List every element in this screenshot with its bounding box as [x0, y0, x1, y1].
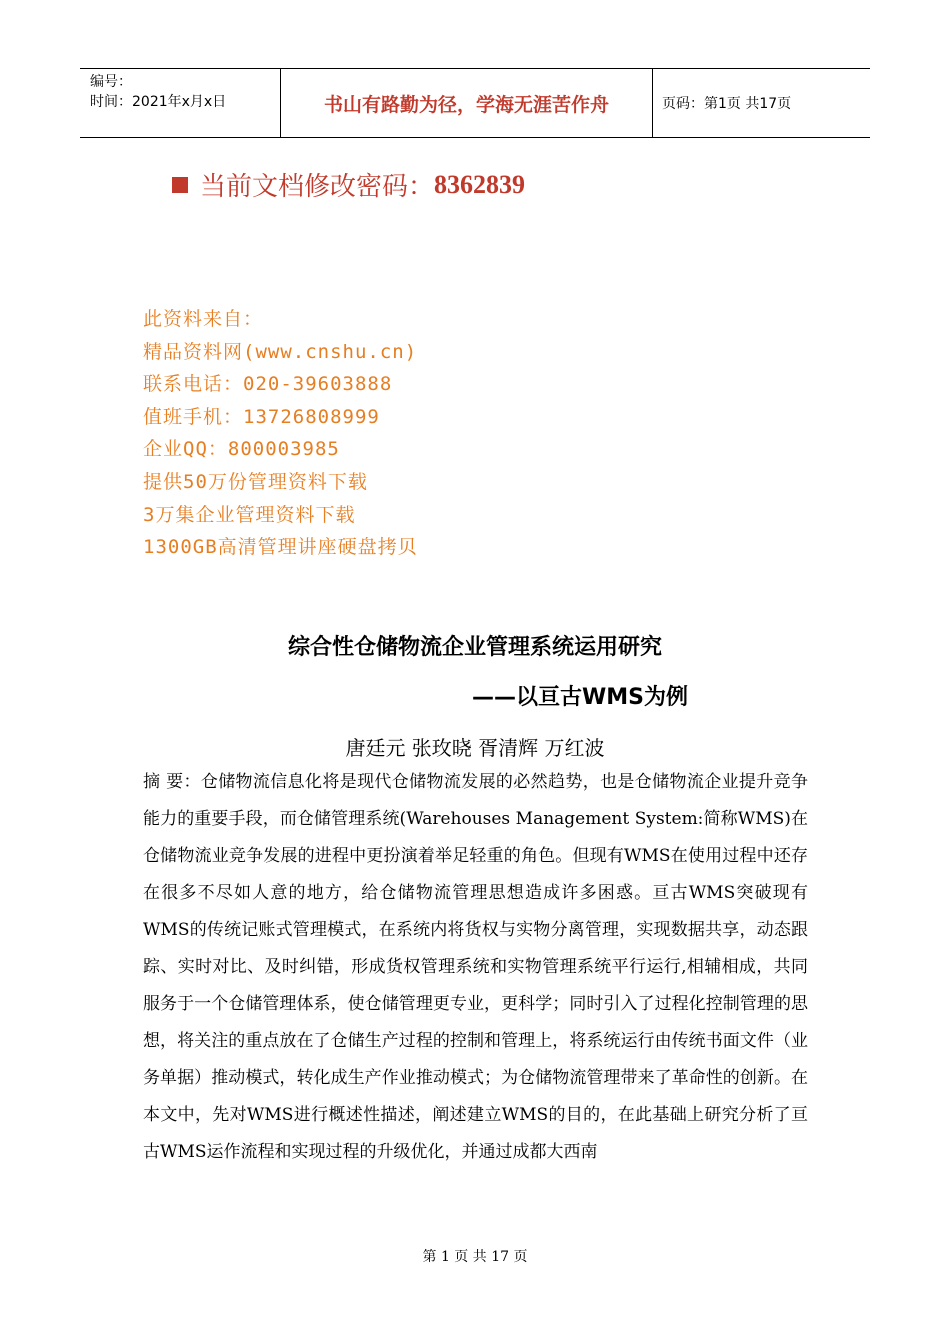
abstract-text: 仓储物流信息化将是现代仓储物流发展的必然趋势，也是仓储物流企业提升竞争能力的重要手段，而仓储管理系统(Warehouses Management System:简称WMS)在仓储物流业竞争发展的进程中更扮演着举足轻重的角色。但现有WMS在使用过程中还存在很多不尽如人意的地方，给仓储物流管理思想造成许多困惑。亘古WMS突破现有WMS的传统记账式管理模式，在系统内将货权与实物分离管理，实现数据共享，动态跟踪、实时对比、及时纠错，形成货权管理系统和实物管理系统平行运行,相辅相成，共同服务于一个仓储管理体系，使仓储管理更专业，更科学；同时引入了过程化控制管理的思想，将关注的重点放在了仓储生产过程的控制和管理上，将系统运行由传统书面文件（业务单据）推动模式，转化成生产作业推动模式；为仓储物流管理带来了革命性的创新。在本文中，先对WMS进行概述性描述，阐述建立WMS的目的，在此基础上研究分析了亘古WMS运作流程和实现过程的升级优化，并通过成都大西南	[143, 772, 809, 1162]
password-label: 当前文档修改密码：	[200, 172, 435, 202]
password-line	[172, 166, 525, 203]
source-line: 1300GB高清管理讲座硬盘拷贝	[143, 536, 418, 559]
header-page-info: 页码：第1页 共17页	[662, 96, 792, 112]
source-line: 精品资料网(www.cnshu.cn)	[143, 340, 418, 363]
password-value: 8362839	[434, 169, 526, 199]
page-footer: 第 1 页 共 17 页	[422, 1249, 528, 1265]
source-line: 提供50万份管理资料下载	[143, 470, 368, 493]
header-motto: 书山有路勤为径，学海无涯苦作舟	[281, 69, 653, 137]
abstract-paragraph	[143, 764, 808, 1171]
source-line: 联系电话：020-39603888	[143, 373, 393, 396]
source-info-list	[143, 303, 418, 564]
square-bullet-icon	[172, 177, 188, 193]
paper-subtitle: ——以亘古WMS为例	[472, 685, 689, 710]
source-line: 企业QQ：800003985	[143, 438, 340, 461]
source-line: 3万集企业管理资料下载	[143, 503, 356, 526]
abstract-label: 摘 要：	[143, 772, 201, 792]
paper-authors: 唐廷元 张玫晓 胥清辉 万红波	[345, 736, 605, 760]
source-line: 值班手机：13726808999	[143, 405, 380, 428]
date-label: 时间：2021年x月x日	[90, 94, 227, 110]
paper-title: 综合性仓储物流企业管理系统运用研究	[287, 635, 662, 660]
number-label: 编号：	[90, 74, 132, 90]
header-meta-cell	[80, 69, 281, 137]
source-line: 此资料来自：	[143, 308, 264, 330]
header-table	[80, 68, 870, 138]
